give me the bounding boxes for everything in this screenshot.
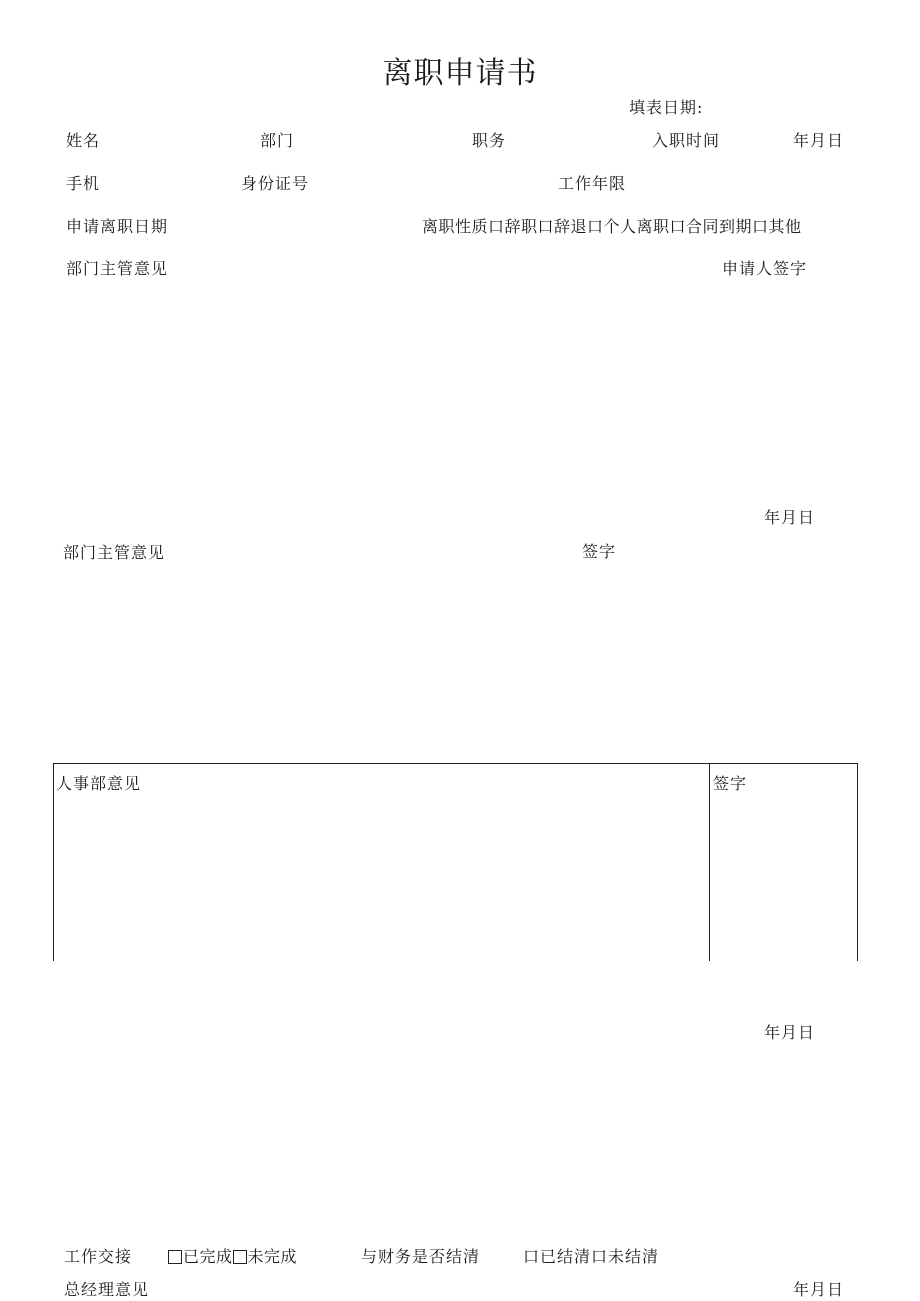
department-label: 部门 xyxy=(260,131,295,150)
work-years-label: 工作年限 xyxy=(558,174,627,193)
hr-signature-label: 签字 xyxy=(713,774,748,793)
handover-done-label: 已完成 xyxy=(183,1247,233,1266)
hr-opinion-label: 人事部意见 xyxy=(56,774,142,793)
dept-manager-opinion-label-2: 部门主管意见 xyxy=(63,543,166,562)
section1-date-ymd: 年月日 xyxy=(764,508,816,527)
id-number-label: 身份证号 xyxy=(241,174,310,193)
fill-date-label: 填表日期: xyxy=(629,98,704,117)
name-label: 姓名 xyxy=(66,131,101,150)
document-title: 离职申请书 xyxy=(382,56,538,91)
hr-box-divider xyxy=(709,763,710,961)
handover-done-checkbox[interactable] xyxy=(168,1250,182,1264)
gm-opinion-label: 总经理意见 xyxy=(64,1280,150,1299)
leave-nature-options: 离职性质口辞职口辞退口个人离职口合同到期口其他 xyxy=(422,217,802,236)
phone-label: 手机 xyxy=(66,174,101,193)
handover-undone-label: 未完成 xyxy=(247,1247,298,1266)
handover-options xyxy=(168,1247,297,1267)
handover-undone-checkbox[interactable] xyxy=(233,1250,247,1264)
dept-manager-opinion-label: 部门主管意见 xyxy=(66,259,169,278)
leave-date-label: 申请离职日期 xyxy=(66,217,169,236)
hire-date-ymd: 年月日 xyxy=(793,131,845,150)
hr-date-ymd: 年月日 xyxy=(764,1023,816,1042)
gm-date-ymd: 年月日 xyxy=(793,1280,845,1299)
section2-signature-label: 签字 xyxy=(582,542,617,561)
position-label: 职务 xyxy=(472,131,507,150)
applicant-signature-label: 申请人签字 xyxy=(722,259,808,278)
finance-settled-options: 口已结清口未结清 xyxy=(523,1247,660,1266)
hire-time-label: 入职时间 xyxy=(652,131,721,150)
work-handover-label: 工作交接 xyxy=(64,1247,133,1266)
finance-settled-label: 与财务是否结清 xyxy=(361,1247,481,1266)
